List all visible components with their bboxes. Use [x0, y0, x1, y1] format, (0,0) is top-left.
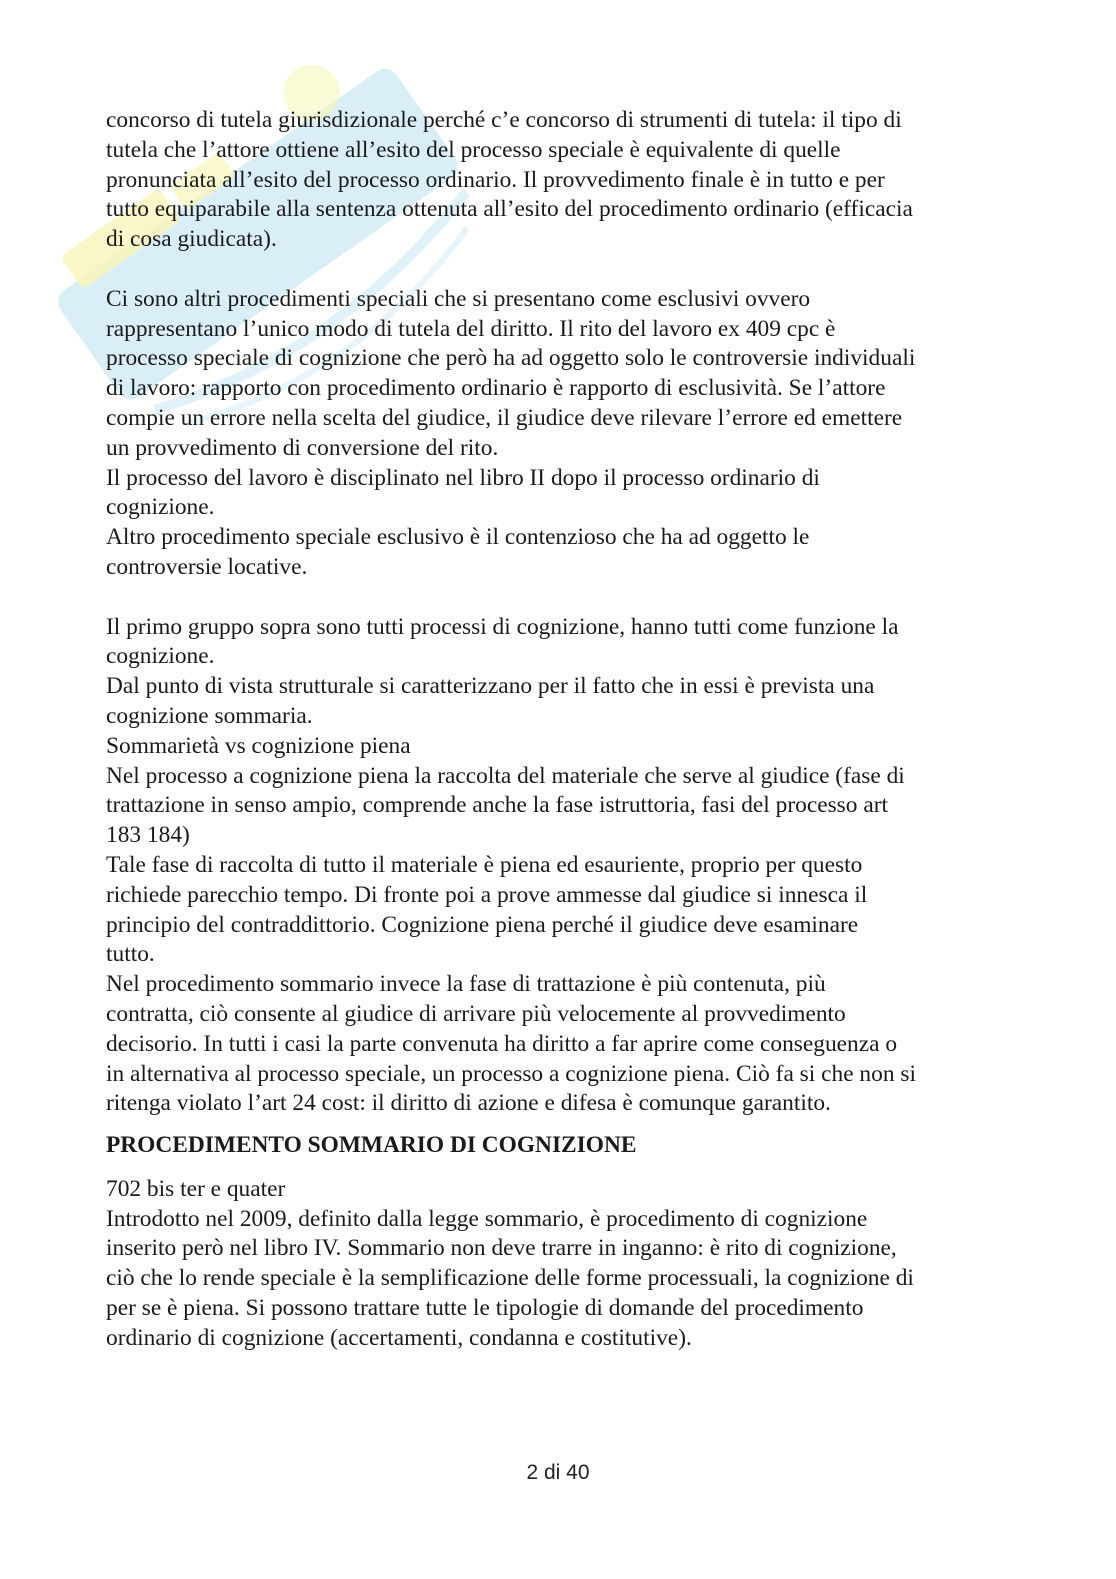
text-line: controversie locative.	[106, 553, 308, 580]
text-line: ordinario di cognizione (accertamenti, condanna e costitutive).	[106, 1324, 692, 1351]
text-line: ciò che lo rende speciale è la semplificazione delle forme processuali, la cognizione di	[106, 1265, 914, 1292]
text-line: 183 184)	[106, 822, 190, 849]
paragraph-spacer	[106, 255, 1006, 285]
text-line: Dal punto di vista strutturale si caratterizzano per il fatto che in essi è prevista una	[106, 673, 875, 700]
page-number: 2 di 40	[526, 1461, 590, 1484]
text-line: Nel procedimento sommario invece la fase di trattazione è più contenuta, più	[106, 971, 826, 998]
text-line: Nel processo a cognizione piena la raccolta del materiale che serve al giudice (fase di	[106, 762, 905, 789]
text-line: pronunciata all’esito del processo ordinario. Il provvedimento finale è in tutto e per	[106, 166, 885, 193]
text-line: trattazione in senso ampio, comprende anche la fase istruttoria, fasi del processo art	[106, 792, 888, 819]
text-line: compie un errore nella scelta del giudice, il giudice deve rilevare l’errore ed emettere	[106, 404, 903, 431]
text-line: cognizione sommaria.	[106, 702, 313, 729]
text-line: Il processo del lavoro è disciplinato nel libro II dopo il processo ordinario di	[106, 464, 820, 491]
text-line: cognizione.	[106, 643, 215, 670]
text-line: Introdotto nel 2009, definito dalla legge sommario, è procedimento di cognizione	[106, 1205, 868, 1232]
text-line: tutela che l’attore ottiene all’esito del processo speciale è equivalente di quelle	[106, 136, 841, 163]
text-line: concorso di tutela giurisdizionale perché c’e concorso di strumenti di tutela: il tipo di	[106, 107, 902, 133]
paragraph-3	[106, 613, 1006, 1120]
text-line: Il primo gruppo sopra sono tutti processi di cognizione, hanno tutti come funzione la	[106, 613, 899, 640]
text-line: per se è piena. Si possono trattare tutte le tipologie di domande del procedimento	[106, 1295, 864, 1322]
text-line: Ci sono altri procedimenti speciali che si presentano come esclusivi ovvero	[106, 285, 811, 312]
paragraph-1	[106, 106, 1006, 255]
text-line: 702 bis ter e quater	[106, 1175, 286, 1202]
text-line: cognizione.	[106, 494, 215, 521]
text-line: rappresentano l’unico modo di tutela del diritto. Il rito del lavoro ex 409 cpc è	[106, 315, 836, 342]
text-line: contratta, ciò consente al giudice di arrivare più velocemente al provvedimento	[106, 1000, 846, 1027]
text-line: decisorio. In tutti i casi la parte convenuta ha diritto a far aprire come conseguenza o	[106, 1030, 898, 1057]
text-line: tutto equiparabile alla sentenza ottenuta all’esito del procedimento ordinario (efficacia	[106, 196, 913, 223]
paragraph-2	[106, 285, 1006, 583]
text-line: di cosa giudicata).	[106, 226, 277, 253]
section-heading: PROCEDIMENTO SOMMARIO DI COGNIZIONE	[106, 1132, 637, 1159]
paragraph-spacer	[106, 583, 1006, 613]
document-body	[106, 106, 1006, 1354]
text-line: in alternativa al processo speciale, un processo a cognizione piena. Ciò fa si che non si	[106, 1060, 916, 1087]
text-line: di lavoro: rapporto con procedimento ordinario è rapporto di esclusività. Se l’attore	[106, 375, 886, 402]
text-line: inserito però nel libro IV. Sommario non deve trarre in inganno: è rito di cognizione,	[106, 1235, 897, 1262]
text-line: ritenga violato l’art 24 cost: il diritto di azione e difesa è comunque garantito.	[106, 1090, 831, 1117]
text-line: un provvedimento di conversione del rito.	[106, 434, 499, 461]
text-line: Altro procedimento speciale esclusivo è il contenzioso che ha ad oggetto le	[106, 524, 810, 551]
text-line: richiede parecchio tempo. Di fronte poi a prove ammesse dal giudice si innesca il	[106, 881, 868, 908]
text-line: processo speciale di cognizione che però ha ad oggetto solo le controversie individuali	[106, 345, 916, 372]
text-line: tutto.	[106, 941, 155, 968]
text-line: principio del contraddittorio. Cognizione piena perché il giudice deve esaminare	[106, 911, 859, 938]
text-line: Sommarietà vs cognizione piena	[106, 732, 411, 759]
paragraph-4	[106, 1175, 1006, 1354]
text-line: Tale fase di raccolta di tutto il materiale è piena ed esauriente, proprio per questo	[106, 851, 863, 878]
